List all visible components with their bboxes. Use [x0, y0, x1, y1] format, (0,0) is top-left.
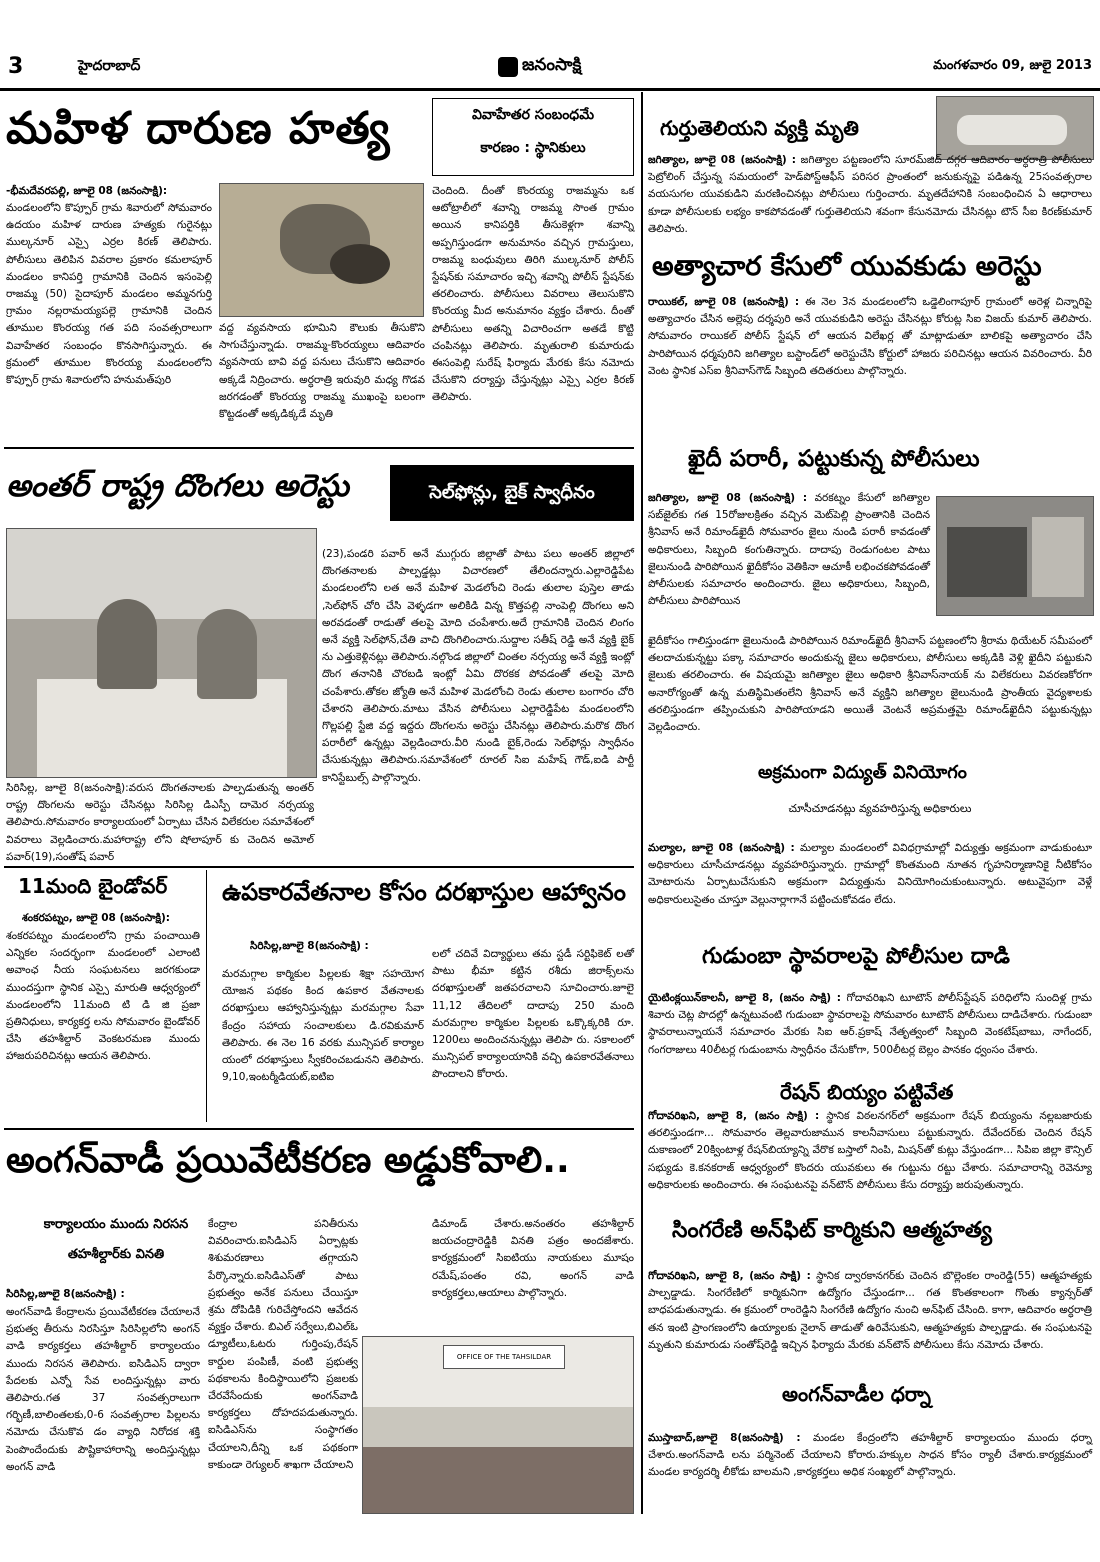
right1-body	[648, 152, 1092, 242]
right5-body	[648, 990, 1092, 1078]
right2-body	[648, 294, 1092, 434]
city-label: హైదరాబాద్	[78, 58, 141, 74]
right6-headline: రేషన్ బియ్యం పట్టివేత	[780, 1080, 954, 1104]
story5-headline: అంగన్‌వాడీ ప్రయివేటీకరణ అడ్డుకోవాలి..	[6, 1140, 570, 1181]
story5-dateline: సిరిసిల్ల,జూలై 8(జనంసాక్షి) :	[6, 1288, 125, 1300]
right7-text: స్థానిక ద్వారకానగర్‌కు చెందిన బొల్లెంకల రాంరెడ్డి(55) ఆత్మహత్యకు పాల్పడ్డాడు. సింగరేణిలో కార్మికునిగా ఉద్యోగం చేస్తుండగా... గత కొంతకాలంగా గొంతు క్యాన్సర్‌తో బాధపడుతున్నాడు. ఈ క్రమంలో రాంరెడ్డిని సింగరేణి ఉద్యోగం నుంచి అన్‌ఫిట్ చేసింది. కాగా, ఆదివారం అర్ధరాత్రి తన ఇంటి ప్రాంగణంలోని ఉయ్యాలకు నైలాన్ తాడుతో ఉరివేసుకుని, ఆత్మహత్యకు పాల్పడ్డాడు. ఈ సంఘటనపై మృతుని కుమారుడు సంతోష్‌రెడ్డి ఇచ్చిన ఫిర్యాదు మేరకు వన్‌టౌన్ పోలీసులు కేసు నమోదు చేశారు.	[648, 1270, 1093, 1351]
story1-headline: మహిళ దారుణ హత్య	[6, 103, 391, 154]
issue-date: మంగళవారం 09, జులై 2013	[933, 58, 1092, 73]
story5-col3: డిమాండ్ చేశారు.అనంతరం తహశీల్దార్ జయచంద్రారెడ్డికి వినతి పత్రం అందజేశారు. కార్యక్రమంలో సిఐటియు నాయకులు మూషం రమేష్,పంతం రవి, అంగన్ వాడి కార్యకర్తలు,ఆయాలు పాల్గొన్నారు.	[432, 1218, 634, 1299]
story5-subhead-2: తహశీల్దార్‌కు వినతి	[67, 1247, 165, 1262]
story5-photo	[362, 1336, 634, 1514]
right5-dateline: యైటింక్లయిన్‌కాలనీ, జూలై 8, (జనం సాక్షి) :	[648, 992, 842, 1004]
right1-headline: గుర్తుతెలియని వ్యక్తి మృతి	[660, 116, 859, 140]
story4-col2: లలో చదివే విద్యార్థులు తమ స్టడీ సర్టిఫికెట్ లతో పాటు భీమా కట్టిన రశీదు జిరాక్స్‌లను దరఖాస్తులతో జతపరచాలని సూచించారు.జూలై 11,12 తేదిలలో దాదాపు 250 మంది మరమగ్గాల కార్మికుల పిల్లలకు ఒక్కొక్కరికి రూ. 1200లు అందించనున్నట్లు తెలిపా రు. సకాలంలో మున్సిపల్ కార్యాలయానికి వచ్చి ఉపకారవేతనాలు పొందాలని కోరారు.	[432, 948, 634, 1081]
story1-col3: చెందింది. దీంతో కొంరయ్య రాజమ్మను ఒక ఆటోట్రాలీలో శవాన్ని రాజమ్మ సొంత గ్రామం అయిన కానిపర్తికి తీసుకెళ్లగా శవాన్ని అప్పగిస్తుండగా అనుమానం వచ్చిన గ్రామస్తులు, రాజమ్మ బంధువులు తిరిగి ముల్కనూర్ పోలీస్ స్టేషన్‌కు సమాచారం ఇచ్చి శవాన్ని పోలీస్ స్టేషన్‌కు తరలించారు. పోలీసులు వివరాలు తెలుసుకొని కొంరయ్య మీద అనుమానం వ్యక్తం చేశారు. దీంతో పోలీసులు అతన్ని విచారించగా అతడే కొట్టి చంపినట్లు తెలిపారు. మృతురాలి కుమారుడు ఈసంపెల్లి సురేష్ ఫిర్యాదు మేరకు కేసు నమోదు చేసుకొని దర్యాప్తు చేస్తున్నట్లు ఎస్సై ఎర్రల కిరణ్ తెలిపారు.	[432, 185, 634, 404]
story4-dateline: సిరిసిల్ల,జూలై 8(జనంసాక్షి) :	[250, 940, 369, 952]
story1-rule	[4, 447, 634, 449]
story5-col2: కేంద్రాల పనితీరును వివరించారు.ఐసిడిఎస్ ఏర్పాట్లకు శిశుమరణాలు తగ్గాయని పేర్కొన్నారు.ఐసిడిఎస్‌తో పాటు ప్రభుత్వం అనేక పనులు చేయిస్తూ శ్రమ దోపిడికి గురిచేస్తోందని ఆవేదన వ్యక్తం చేశారు. బిఎల్ సర్వేలు,బిఎల్‌ఓ డ్యూటీలు,ఓటరు గుర్తింపు,రేషన్ కార్డుల పంపిణీ, వంటి ప్రభుత్వ పథకాలను కిందిస్థాయిలోని ప్రజలకు చేరవేసేందుకు అంగన్‌వాడి కార్యకర్తలు దోహదపడుతున్నారు. ఐసిడిఎస్‌ను సంస్థాగతం చేయాలని,దీన్ని ఒక పథకంగా కాకుండా రెగ్యులర్ శాఖగా చేయాలని	[208, 1218, 358, 1471]
right3-headline: ఖైదీ పరారీ, పట్టుకున్న పోలీసులు	[688, 446, 980, 472]
page-number: 3	[8, 54, 24, 79]
newspaper-logo-icon	[498, 57, 518, 77]
story5-col1: అంగన్‌వాడి కేంద్రాలను ప్రయివేటీకరణ చేయాలనే ప్రభుత్వ తీరును నిరసిస్తూ సిరిసిల్లలోని అంగన్ వాడి కార్యకర్తలు తహశీల్దార్ కార్యాలయం ముందు నిరసన తెలిపారు. ఐసిడిఎస్ ద్వారా పేదలకు ఎన్నో సేవ లందిస్తున్నట్లు వారు తెలిపారు.గత 37 సంవత్సరాలుగా గర్భిణీ,బాలింతలకు,0-6 సంవత్సరాల పిల్లలను నమోదు చేసుకొవ డం వ్యాధి నిరోదక శక్తి పెంపొందేందుకు పౌష్టికాహారాన్ని అందిస్తున్నట్లు అంగన్ వాడి	[6, 1306, 200, 1473]
right8-text: మండల కేంద్రంలోని తహశీల్దార్ కార్యాలయం ముందు ధర్నా చేశారు.అంగన్‌వాడి లను పర్మినెంట్ చేయాలని కోరారు.హక్కుల సాధన కోసం ర్యాలీ చేశారు.కార్యక్రమంలో మండల కార్యదర్శి లీకోడు బాలమని ,కార్యకర్తలు అధిక సంఖ్యలో పాల్గొన్నారు.	[648, 1432, 1093, 1479]
right6-dateline: గోదావరిఖని, జూలై 8, (జనం సాక్షి) :	[648, 1110, 820, 1122]
story3-divider	[206, 870, 207, 1122]
right3-body-bottom: ఖైదీకోసం గాలిస్తుండగా జైలునుండి పారిపోయిన రిమాండ్‌ఖైదీ శ్రీనివాస్ పట్టణంలోని శ్రీరామ థియేటర్ సమీపంలో తలదాచుకున్నట్టు పక్కా సమాచారం అందుకున్న జైలు అధికారులు, పోలీసులు అక్కడికి వెళ్లి ఖైదీని పట్టుకుని జైలుకు తరలించారు. ఈ విషయమై జగిత్యాల జైలు అధికారి శ్రీనివాస్‌నాయక్ ను విలేకరులు వివరణకోరగా అనారోగ్యంతో ఉన్న మతిస్థిమితంలేని శ్రీనివాస్ అనే వ్యక్తిని జగిత్యాల జైలునుండి ప్రాంతీయ వైద్యశాలకు తరలిస్తుండగా తప్పించుకుని పారిపోయాడని అయితే వెంటనే అప్రమత్తమై రిమాండ్‌ఖైదీని పట్టుకున్నట్లు వెల్లడించారు.	[648, 635, 1092, 734]
right5-headline: గుడుంబా స్థావరాలపై పోలీసుల దాడి	[702, 944, 1010, 969]
right7-dateline: గోదావరిఖని, జూలై 8, (జనం సాక్షి) :	[648, 1270, 811, 1282]
story1-subhead-2: కారణం : స్థానికులు	[480, 140, 586, 156]
story1-col2: వద్ద వ్యవసాయ భూమిని కౌలుకు తీసుకొని సాగుచేస్తున్నాడు. రాజమ్మ-కొంరయ్యలు ఆదివారం వ్యవసాయ బావి వద్ద పనులు చేసుకొని ఆదివారం అక్కడే నిద్రించారు. అర్ధరాత్రి ఇరువురి మధ్య గొడవ జరగడంతో కొంరయ్య రాజమ్మ ముఖంపై బలంగా కొట్టడంతో అక్కడిక్కడే మృతి	[219, 322, 425, 421]
story5-subhead-1: కార్యాలయం ముందు నిరసన	[43, 1217, 189, 1232]
story2-subhead: సెల్‌ఫోన్లు, బైక్ స్వాధీనం	[390, 465, 634, 521]
newspaper-name: జనంసాక్షి	[522, 55, 582, 75]
right8-dateline: ముస్తాబాద్,జూలై 8(జనంసాక్షి) :	[648, 1432, 801, 1444]
right3-text-top: వరకట్నం కేసులో జగిత్యాల సబ్‌జైల్‌కు గత 15రోజులక్రితం వచ్చిన మెట్‌పెల్లి ప్రాంతానికి చెందిన శ్రీనివాస్ అనే రిమాండ్‌ఖైదీ సోమవారం జైలు నుండి పరారీ కావడంతో అధికారులు, సిబ్బంది కంగుతిన్నారు. దాదాపు రెండుగంటల పాటు జైలునుండి పారిపోయిన ఖైదీకోసం వెతికినా ఆచూకీ లభించకపోవడంతో పోలీసులకు సమాచారం అందించారు. జైలు అధికారులు, సిబ్బంది, పోలీసులు పారిపోయిన	[648, 492, 931, 608]
masthead	[0, 44, 1100, 90]
story2-rule	[4, 866, 634, 868]
right7-headline: సింగరేణి అన్‌ఫిట్ కార్మికుని ఆత్మహత్య	[672, 1218, 992, 1243]
story4-headline: ఉపకారవేతనాల కోసం దరఖాస్తుల ఆహ్వానం	[222, 878, 626, 906]
tahsildar-sign: OFFICE OF THE TAHSILDAR	[443, 1345, 565, 1369]
masthead-rule	[0, 88, 1100, 91]
story1-subhead-1: వివాహేతర సంబంధమే	[471, 107, 595, 123]
right4-headline: అక్రమంగా విద్యుత్ వినియోగం	[758, 762, 967, 783]
right5-text: గోదావరిఖని టూటౌన్ పోలీస్‌స్టేషన్ పరిధిలోని సుందిళ్ల గ్రామ శివారు చెట్ల పొదల్లో ఉన్నటువంటి గుడుంబా స్థావరాలపై సోమవారం టూటౌన్ పోలీసులు దాడిచేశారు. గుడుంబా స్థావరాలున్నాయనే సమాచారం మేరకు సిఐ ఆర్.ప్రకాష్ నేతృత్వంలో సిబ్బంది వెంకటేష్‌బాబు, నాగేందర్, గంగరాజులు 40లీటర్ల గుడుంబాను స్వాధీనం చేసుకోగా, 500లీటర్ల బెల్లం పానకం ధ్వంసం చేశారు.	[648, 992, 1093, 1056]
right8-headline: అంగన్‌వాడీల ధర్నా	[782, 1382, 931, 1406]
main-column-divider	[641, 92, 643, 1514]
right3-body-top	[648, 490, 930, 632]
right6-text: స్థానిక విఠలనగర్‌లో అక్రమంగా రేషన్ బియ్యంను నల్లబజారుకు తరలిస్తుండగా... సోమవారం తెల్లవారుజామున కాలనీవాసులు పట్టుకున్నారు. దేవేందర్‌కు చెందిన రేషన్ దుకాణంలో 20క్వింటాళ్ల రేషన్‌బియ్యాన్ని వేరొక బస్తాలో నింపి, మిషన్‌తో కుట్లు వేస్తుండగా... సిపిఐ జిల్లా కౌన్సిల్ సభ్యుడు కె.కనకరాజ్ ఆధ్వర్యంలో కొందరు యువకులు ఈ గుట్టును రట్టు చేశారు. సమాచారాన్ని రెవెన్యూ అధికారులకు అందించారు. ఈ సంఘటనపై వన్‌టౌన్ పోలీసులు కేసు దర్యాప్తు జరుపుతున్నారు.	[648, 1110, 1093, 1191]
right4-subhead: చూసీచూడనట్లు వ్యవహరిస్తున్న అధికారులు	[788, 802, 972, 815]
right3-dateline: జగిత్యాల, జూలై 08 (జనంసాక్షి) :	[648, 492, 808, 504]
story1-dateline: -భీమదేవరపల్లి, జూలై 08 (జనంసాక్షి):	[6, 185, 168, 197]
right4-dateline: మల్యాల, జూలై 08 (జనంసాక్షి) :	[648, 842, 795, 854]
right1-photo	[936, 96, 1094, 160]
right2-dateline: రాయికల్, జూలై 08 (జనంసాక్షి) :	[648, 296, 800, 308]
story3-headline: 11మంది బైండోవర్	[18, 874, 168, 898]
newspaper-logo	[498, 54, 581, 80]
right2-text: ఈ నెల 3న మండలంలోని ఒడ్డెలింగాపూర్ గ్రామంలో అరెళ్ల చిన్నారిపై అత్యాచారం చేసిన అల్లెపు దర్శపురి అనే యువకుడిని అరెస్టు చేసినట్లు కోరుట్ల సిఐ విజయ్ కుమార్ తెలిపారు. సోమవారం రాయికల్ పోలీస్ స్టేషన్ లో ఆయన విలేఖర్ల తో మాట్లాడుతూ బాలికపై అత్యాచారం చేసి పారిపోయిన ధర్మపురిని జగిత్యాల బస్టాండ్‌లో అరెస్టుచేసి కోర్టులో హాజరు పరిచినట్లు ఆయన వివరించారు. వీరి వెంట స్థానిక ఎస్ఐ శ్రీనివాస్‌గౌడ్ సిబ్బంది తదితరులు పాల్గొన్నారు.	[648, 296, 1093, 377]
right4-text: మల్యాల మండలంలో వివిధగ్రామాల్లో విద్యుత్తు అక్రమంగా వాడుకుంటూ అధికారులు చూసీచూడనట్లు వ్యవహరిస్తున్నారు. గ్రామాల్లో కొంతమంది నూతన గృహనిర్మాణానికై నీటికోసం మోటారును ఏర్పాటుచేసుకుని అక్రమంగా విద్యుత్తును వినియోగించుకుంటున్నారు. అటువైపుగా వెళ్లే అధికారులుసైతం చూస్తూ వెల్లునార్లాగానే పట్టించుకోవడం లేదు.	[648, 842, 1093, 906]
right1-dateline: జగిత్యాల, జూలై 08 (జనంసాక్షి) :	[648, 154, 796, 166]
story1-subhead-box	[432, 98, 634, 176]
story1-photo	[219, 183, 424, 317]
right7-body	[648, 1268, 1092, 1376]
story3-body: శంకరపట్నం మండలంలోని గ్రామ పంచాయితి ఎన్నికల సందర్భంగా మండలంలో ఎలాంటి అవాంఛ నీయ సంఘటనలు జరగకుండా ముందస్తుగా స్థానిక ఎస్సై మారుతి ఆధ్వర్యంలో మండలంలోని 11మంది టి డి జి ప్రజా ప్రతినిధులు, కార్యకర్త లను సోమవారం బైండోవర్ చేసి తహశీల్దార్ వెంకటరమణ ముందు హాజరుపరిచినట్లు ఆయన తెలిపారు.	[6, 930, 200, 1063]
story4-rule	[4, 1128, 634, 1130]
right3-photo	[936, 496, 1094, 616]
story2-col-bottom: సిరిసిల్ల, జూలై 8(జనంసాక్షి):వరుస దొంగతనాలకు పాల్పడుతున్న అంతర్ రాష్ట్ర దొంగలను అరెస్టు చేసినట్లు సిరిసిల్ల డిఎస్పీ దామెర నర్సయ్య తెలిపారు.సోమవారం కార్యాలయంలో ఏర్పాటు చేసిన విలేకరుల సమావేశంలో వివరాలు వెల్లడించారు.మహారాష్ట్ర లోని షోలాపూర్ కు చెందిన అమోల్ పవార్(19),సంతోష్ పవార్	[6, 782, 314, 863]
story2-photo	[6, 528, 317, 778]
story3-dateline: శంకరపట్నం, జూలై 08 (జనంసాక్షి):	[22, 912, 170, 924]
story1-col1: మండలంలోని కొప్పూర్ గ్రామ శివారులో సోమవారం ఉదయం మహిళ దారుణ హత్యకు గురైనట్లు ముల్కనూర్ ఎస్సై ఎర్రల కిరణ్ తెలిపారు. పోలీసులు తెలిపిన వివరాల ప్రకారం కమలాపూర్ మండలం కానిపర్తి గ్రామానికి చెందిన ఇసంపెల్లి రాజమ్మ (50) సైదాపూర్ మండలం అమ్మనగుర్తి గ్రామం నల్లరామయ్యపల్లె గ్రామానికి చెందిన తూముల కొంరయ్య గత పది సంవత్సరాలుగా వివాహేతర సంబంధం కొనసాగిస్తున్నారు. ఈ క్రమంలో తూముల కొంరయ్య మండలంలోని కొప్పూర్ గ్రామ శివారులోని హనుమత్‌పురి	[6, 202, 212, 387]
right8-body	[648, 1430, 1092, 1502]
right6-body	[648, 1108, 1092, 1214]
right1-text: జగిత్యాల పట్టణంలోని సూరమ్‌జిద్ దగ్గర ఆదివారం అర్ధరాత్రి పోలీసులు పెట్రోలింగ్ చేస్తున్న సమయంలో హెడ్‌పోస్ట్‌ఆఫీస్ పరిసర ప్రాంతంలో జనుకున్నపై పడిఉన్న 25సంవత్సరాల వయసుగల యువకుడిని మరణించినట్లు పోలీసులు గుర్తించారు. మృతదేహానికి సంబంధించిన ఏ ఆధారాలు కూడా పోలీసులకు లభ్యం కాకపోవడంతో గుర్తుతెలియని శవంగా కేసునమోదు చేసినట్లు టౌన్ సీఐ కిరణ్‌కుమార్ తెలిపారు.	[648, 154, 1092, 235]
right4-body	[648, 840, 1092, 928]
story4-col1: మరమగ్గాల కార్మికుల పిల్లలకు శిక్షా సహయోగ యోజన పథకం కింద ఉపకార వేతనాలకు దరఖాస్తులు ఆహ్వానిస్తున్నట్లు మరమగ్గాల సేవా కేంద్రం సహాయ సంచాలకులు డి.రవికుమార్ తెలిపారు. ఈ నెల 16 వరకు మున్సిపల్ కార్యాల యంలో దరఖాస్తులు స్వీకరించబడునని తెలిపారు. 9,10,ఇంటర్మీడియట్,ఐటిఐ	[222, 968, 424, 1084]
right2-headline: అత్యాచార కేసులో యువకుడు అరెస్టు	[652, 251, 1042, 282]
story2-col-right: (23),పండరి పవార్ అనే ముగ్గురు జిల్లాతో పాటు పలు అంతర్ జిల్లాలో దొంగతనాలకు పాల్పడ్డట్లు విచారణలో తేలిందన్నారు.ఎల్లారెడ్డిపేట మండలంలోని లత అనే మహిళ మెడలోంచి రెండు తులాల పుస్తెల తాడు ,సెల్‌ఫోన్ చోరి చేసి వెళ్ళడగా అలికిడి విన్న కొత్తపల్లి నాంపెల్లి దొంగలు అని అరవడంతో రాడుతో తలపై మోది చంపేశారు.అదే గ్రామానికి చెందిన లింగం అనే వ్యక్తి సెల్‌ఫోన్,చేతి వాచి దొంగిలించారు.సుద్దాల సతీష్ రెడ్డి అనే వ్యక్తి బైక్ ను ఎత్తుకెళ్లినట్లు తెలిపారు.నల్గొండ జిల్లాలో చింతల నర్సయ్య అనే వ్యక్తి ఇంట్లో దొంగ తనానికి చొరబడి ఇంట్లో ఏమి దొరకక పోవడంతో తలపై మోది చంపేశారు.తోకల జ్యోతి అనే మహిళ మెడలోంచి రెండు తులాల బంగారం చోరి చేశారని తెలిపారు.మాటు వేసిన పోలీసులు ఎల్లారెడ్డిపేట మండలంలోని గొల్లపల్లి స్టేజి వద్ద ఇద్దరు దొంగలను అరెస్టు చేసినట్లు తెలిపారు.మరొక దొంగ పరారీలో ఉన్నట్లు వెల్లడించారు.వీరి నుండి బైక్,రెండు సెల్‌ఫోన్లు స్వాధీనం చేసుకున్నట్లు తెలిపారు.సమావేశంలో రూరల్ సిఐ మహేష్ గౌడ్,ఐడి పార్టీ కానిస్టేబుల్స్ పాల్గొన్నారు.	[322, 548, 634, 784]
story2-headline: అంతర్ రాష్ట్ర దొంగలు అరెస్టు	[6, 468, 349, 504]
